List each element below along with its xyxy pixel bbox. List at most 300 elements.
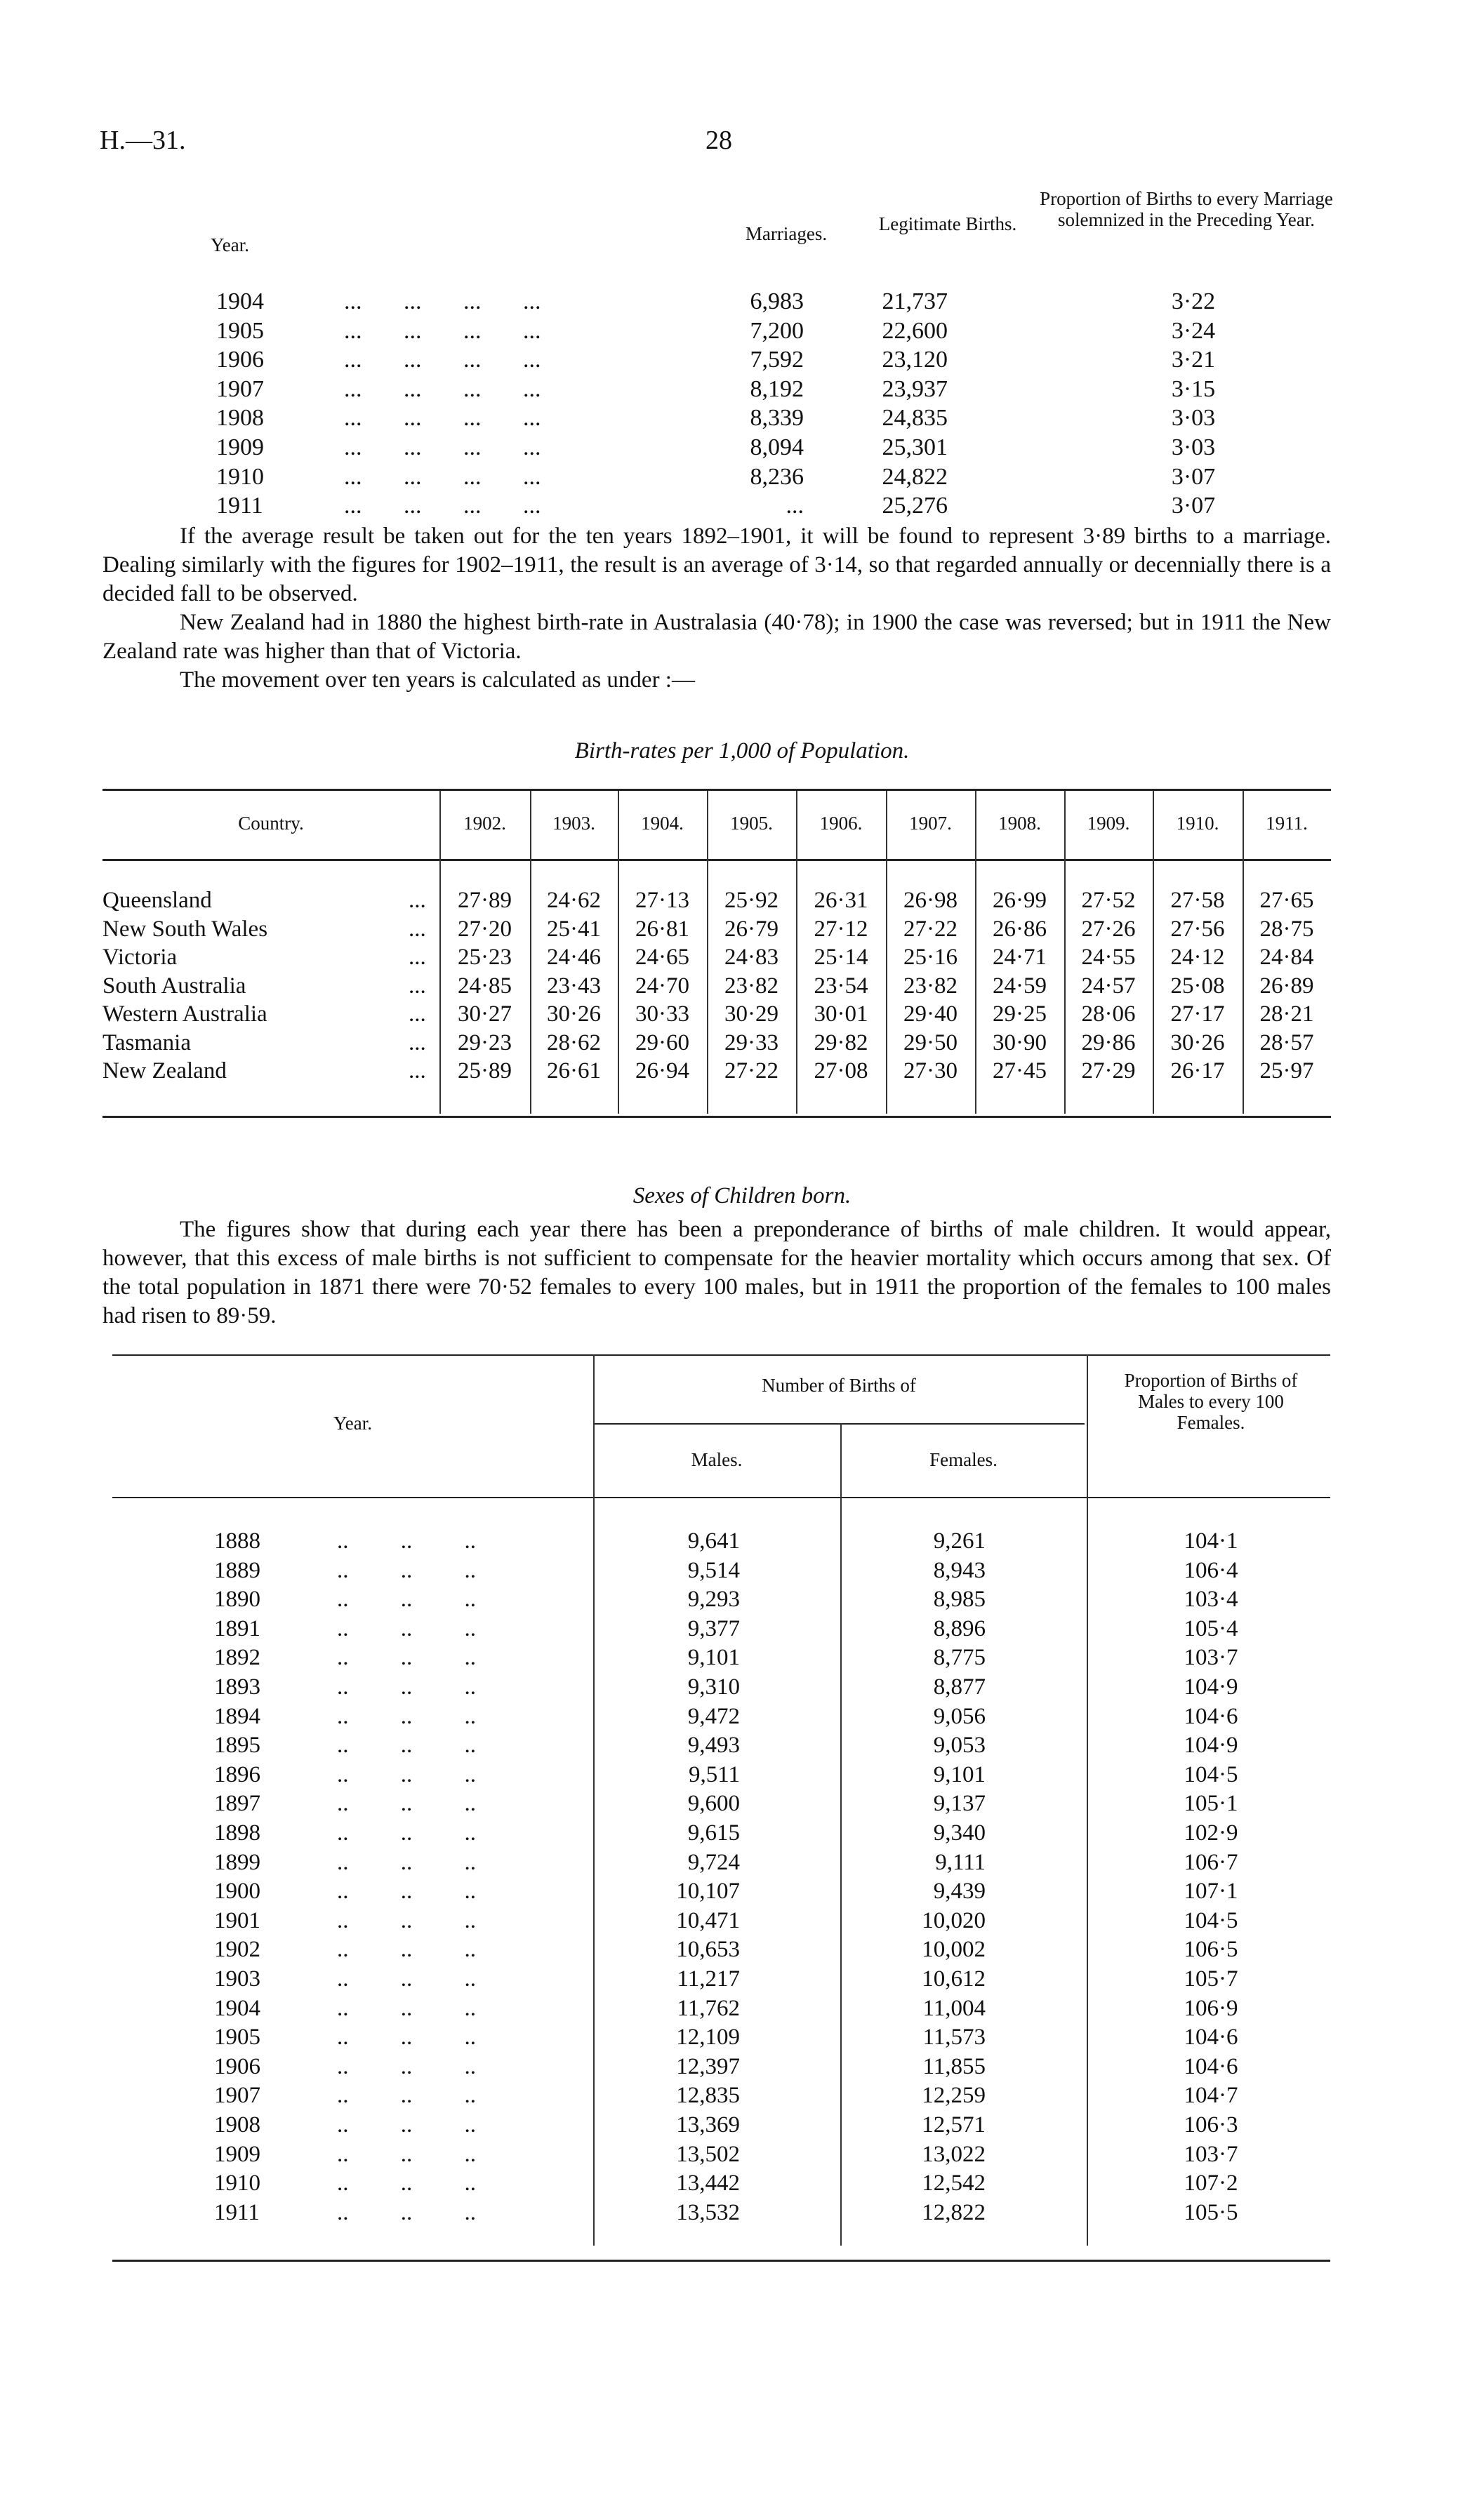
year-cell: 1899 xyxy=(214,1849,260,1875)
year-cell: 1910 xyxy=(214,2171,260,2196)
proportion-cell: 3·07 xyxy=(1171,463,1216,490)
leader-dots: ... ... ... ... xyxy=(344,493,541,519)
leader-dots: .. .. .. xyxy=(337,1995,476,2021)
females-cell: 10,002 xyxy=(922,1937,986,1963)
leader-dots: .. .. .. xyxy=(337,1879,476,1905)
table-row xyxy=(0,1586,1484,1615)
proportion-cell: 106·7 xyxy=(1184,1849,1238,1875)
rate-cell: 27·22 xyxy=(724,1058,779,1084)
males-cell: 12,397 xyxy=(676,2053,740,2079)
year-cell: 1892 xyxy=(214,1645,260,1671)
table-rule xyxy=(102,859,1331,861)
rate-cell: 30·01 xyxy=(814,1001,868,1027)
table-rule xyxy=(102,789,1331,791)
males-cell: 11,217 xyxy=(677,1966,740,1992)
rate-cell: 26·61 xyxy=(547,1058,601,1084)
rate-cell: 26·98 xyxy=(903,888,958,913)
females-cell: 13,022 xyxy=(922,2141,986,2167)
proportion-cell: 104·9 xyxy=(1184,1674,1238,1700)
marriages-cell: 8,192 xyxy=(750,375,804,402)
leader-dots: ... ... ... ... xyxy=(344,434,541,460)
proportion-cell: 107·1 xyxy=(1184,1879,1238,1905)
leader-dots: .. .. .. xyxy=(337,2083,476,2109)
proportion-cell: 104·5 xyxy=(1184,1761,1238,1787)
table-row xyxy=(102,887,1331,915)
leader-dots: .. .. .. xyxy=(337,1966,476,1992)
females-cell: 9,111 xyxy=(935,1849,986,1875)
rate-cell: 26·79 xyxy=(724,916,779,942)
table-row xyxy=(0,2141,1484,2170)
rate-cell: 27·65 xyxy=(1259,888,1314,913)
year-cell: 1894 xyxy=(214,1703,260,1729)
marriages-cell: 8,236 xyxy=(750,463,804,490)
rate-cell: 24·55 xyxy=(1081,945,1136,970)
year-cell: 1909 xyxy=(216,434,264,460)
proportion-cell: 3·24 xyxy=(1171,317,1216,344)
males-cell: 13,502 xyxy=(676,2141,740,2167)
country-cell: Tasmania xyxy=(102,1029,191,1055)
rate-cell: 24·85 xyxy=(458,973,512,999)
males-cell: 11,762 xyxy=(677,1995,740,2021)
females-cell: 9,340 xyxy=(933,1820,986,1846)
rate-cell: 27·13 xyxy=(635,888,689,913)
table-row xyxy=(0,1995,1484,2024)
table-row xyxy=(0,2024,1484,2053)
rate-cell: 24·12 xyxy=(1170,945,1225,970)
year-cell: 1907 xyxy=(216,375,264,402)
rate-cell: 29·60 xyxy=(635,1029,689,1055)
table-row xyxy=(211,317,1369,347)
table-row xyxy=(211,404,1369,434)
leader-dots: ... xyxy=(409,945,426,970)
rate-cell: 27·08 xyxy=(814,1058,868,1084)
table-row xyxy=(0,2053,1484,2082)
table-row xyxy=(102,973,1331,1001)
table-row xyxy=(0,1878,1484,1907)
rate-cell: 23·82 xyxy=(724,973,779,999)
header-year: Year. xyxy=(333,1413,372,1434)
males-cell: 9,514 xyxy=(687,1557,740,1583)
country-cell: Queensland xyxy=(102,888,212,913)
rate-cell: 24·71 xyxy=(993,945,1047,970)
rate-cell: 26·17 xyxy=(1170,1058,1225,1084)
legitimate-births-cell: 25,276 xyxy=(882,493,948,519)
legitimate-births-cell: 21,737 xyxy=(882,288,948,314)
rate-cell: 30·29 xyxy=(724,1001,779,1027)
rate-cell: 25·92 xyxy=(724,888,779,913)
paragraph: New Zealand had in 1880 the highest birth-rate in Australasia (40·78); in 1900 the case was reversed; but in 1911 the New Zealand rate was higher than that of Victoria. xyxy=(102,610,1331,664)
country-cell: New South Wales xyxy=(102,916,268,942)
rate-cell: 24·59 xyxy=(993,973,1047,999)
females-cell: 11,004 xyxy=(922,1995,986,2021)
leader-dots: .. .. .. xyxy=(337,2053,476,2079)
leader-dots: .. .. .. xyxy=(337,2025,476,2051)
rate-cell: 26·99 xyxy=(993,888,1047,913)
marriages-cell: 6,983 xyxy=(750,288,804,314)
leader-dots: .. .. .. xyxy=(337,1761,476,1787)
leader-dots: .. .. .. xyxy=(337,2141,476,2167)
leader-dots: .. .. .. xyxy=(337,2112,476,2138)
birth-rates-caption: Birth-rates per 1,000 of Population. xyxy=(574,738,910,764)
leader-dots: ... xyxy=(409,1029,426,1055)
leader-dots: ... ... ... ... xyxy=(344,347,541,373)
rate-cell: 26·94 xyxy=(635,1058,689,1084)
males-cell: 9,724 xyxy=(687,1849,740,1875)
rate-cell: 27·22 xyxy=(903,916,958,942)
proportion-cell: 107·2 xyxy=(1184,2171,1238,2196)
header-marriages: Marriages. xyxy=(745,223,828,244)
males-cell: 12,109 xyxy=(676,2025,740,2051)
year-cell: 1911 xyxy=(216,493,263,519)
proportion-cell: 106·4 xyxy=(1184,1557,1238,1583)
proportion-cell: 104·6 xyxy=(1184,2025,1238,2051)
paragraph: The figures show that during each year there has been a preponderance of births of male children. It would appear, however, that this excess of male births is not sufficient to compensate for the heavier mortality which occurs among that sex. Of the total population in 1871 there were 70·52 females to every 100 males, but in 1911 the proportion of the females to 100 males had risen to 89·59. xyxy=(102,1217,1331,1328)
proportion-cell: 104·1 xyxy=(1184,1528,1238,1554)
rate-cell: 24·83 xyxy=(724,945,779,970)
rate-cell: 29·86 xyxy=(1081,1029,1136,1055)
table-rule xyxy=(593,1423,1085,1425)
legitimate-births-cell: 25,301 xyxy=(882,434,948,460)
rate-cell: 24·70 xyxy=(635,973,689,999)
rate-cell: 26·86 xyxy=(993,916,1047,942)
table-row xyxy=(0,2199,1484,2228)
year-cell: 1901 xyxy=(214,1907,260,1933)
table-rule xyxy=(102,1116,1331,1118)
year-cell: 1898 xyxy=(214,1820,260,1846)
proportion-cell: 105·4 xyxy=(1184,1615,1238,1641)
females-cell: 8,985 xyxy=(933,1587,986,1613)
males-cell: 13,442 xyxy=(676,2171,740,2196)
females-cell: 8,877 xyxy=(933,1674,986,1700)
header-year: 1910. xyxy=(1176,813,1219,834)
rate-cell: 29·25 xyxy=(993,1001,1047,1027)
marriages-cell: 7,200 xyxy=(750,317,804,344)
table-rule xyxy=(112,1354,1330,1356)
year-cell: 1908 xyxy=(216,405,264,432)
header-year: 1907. xyxy=(909,813,952,834)
year-cell: 1897 xyxy=(214,1791,260,1817)
females-cell: 10,020 xyxy=(922,1907,986,1933)
proportion-cell: 105·5 xyxy=(1184,2199,1238,2225)
paragraph: The movement over ten years is calculated as under :— xyxy=(180,667,695,693)
table-row xyxy=(211,434,1369,463)
proportion-cell: 106·9 xyxy=(1184,1995,1238,2021)
header-year: 1903. xyxy=(552,813,595,834)
table-row xyxy=(0,1849,1484,1878)
males-cell: 10,471 xyxy=(676,1907,740,1933)
year-cell: 1905 xyxy=(216,317,264,344)
header-year: 1906. xyxy=(819,813,863,834)
males-cell: 13,369 xyxy=(676,2112,740,2138)
proportion-cell: 105·1 xyxy=(1184,1791,1238,1817)
rate-cell: 27·52 xyxy=(1081,888,1136,913)
header-year: 1908. xyxy=(998,813,1041,834)
proportion-cell: 104·6 xyxy=(1184,1703,1238,1729)
rate-cell: 27·58 xyxy=(1170,888,1225,913)
table-row xyxy=(0,2170,1484,2199)
proportion-cell: 106·3 xyxy=(1184,2112,1238,2138)
rate-cell: 29·40 xyxy=(903,1001,958,1027)
header-year: 1905. xyxy=(730,813,773,834)
rate-cell: 28·21 xyxy=(1259,1001,1314,1027)
rate-cell: 25·16 xyxy=(903,945,958,970)
females-cell: 12,571 xyxy=(922,2112,986,2138)
header-proportion: Proportion of Births to every Marriage solemnized in the Preceding Year. xyxy=(1040,188,1333,230)
females-cell: 8,775 xyxy=(933,1645,986,1671)
rate-cell: 27·26 xyxy=(1081,916,1136,942)
table-row xyxy=(0,1820,1484,1848)
leader-dots: ... xyxy=(409,973,426,999)
proportion-cell: 104·9 xyxy=(1184,1733,1238,1759)
rate-cell: 25·89 xyxy=(458,1058,512,1084)
females-cell: 12,259 xyxy=(922,2083,986,2109)
proportion-cell: 104·5 xyxy=(1184,1907,1238,1933)
leader-dots: ... xyxy=(409,1001,426,1027)
males-cell: 9,615 xyxy=(687,1820,740,1846)
leader-dots: .. .. .. xyxy=(337,1587,476,1613)
females-cell: 9,439 xyxy=(933,1879,986,1905)
paragraph: If the average result be taken out for the ten years 1892–1901, it will be found to represent 3·89 births to a marriage. Dealing similarly with the figures for 1902–1911, the result is an average of 3·14, so that regarded annually or decennially there is a decided fall to be observed. xyxy=(102,524,1331,606)
males-cell: 9,641 xyxy=(687,1528,740,1554)
country-cell: Western Australia xyxy=(102,1001,267,1027)
rate-cell: 23·54 xyxy=(814,973,868,999)
year-cell: 1905 xyxy=(214,2025,260,2051)
year-cell: 1911 xyxy=(214,2199,260,2225)
table-row xyxy=(211,463,1369,493)
table-row xyxy=(0,1936,1484,1965)
rate-cell: 28·06 xyxy=(1081,1001,1136,1027)
rate-cell: 25·14 xyxy=(814,945,868,970)
marriages-births-table xyxy=(0,188,1484,522)
rate-cell: 24·62 xyxy=(547,888,601,913)
proportion-cell: 3·22 xyxy=(1171,288,1216,314)
year-cell: 1902 xyxy=(214,1937,260,1963)
header-year: 1911. xyxy=(1266,813,1308,834)
proportion-cell: 3·07 xyxy=(1171,493,1216,519)
table-row xyxy=(0,1674,1484,1702)
rate-cell: 29·33 xyxy=(724,1029,779,1055)
leader-dots: ... xyxy=(409,888,426,913)
table-row xyxy=(211,346,1369,375)
leader-dots: ... ... ... ... xyxy=(344,317,541,344)
females-cell: 11,855 xyxy=(922,2053,986,2079)
year-cell: 1891 xyxy=(214,1615,260,1641)
page-header xyxy=(0,125,1484,167)
birth-rates-table xyxy=(0,789,1484,1120)
rate-cell: 27·17 xyxy=(1170,1001,1225,1027)
rate-cell: 24·65 xyxy=(635,945,689,970)
leader-dots: .. .. .. xyxy=(337,1907,476,1933)
males-cell: 9,600 xyxy=(687,1791,740,1817)
page-number: 28 xyxy=(705,126,732,155)
table-row xyxy=(0,1615,1484,1644)
header-year: 1909. xyxy=(1087,813,1130,834)
leader-dots: ... ... ... ... xyxy=(344,405,541,432)
leader-dots: .. .. .. xyxy=(337,1733,476,1759)
males-cell: 9,493 xyxy=(687,1733,740,1759)
table-row xyxy=(102,1058,1331,1086)
rate-cell: 30·26 xyxy=(1170,1029,1225,1055)
year-cell: 1896 xyxy=(214,1761,260,1787)
year-cell: 1890 xyxy=(214,1587,260,1613)
rate-cell: 24·46 xyxy=(547,945,601,970)
females-cell: 9,056 xyxy=(933,1703,986,1729)
females-cell: 9,053 xyxy=(933,1733,986,1759)
rate-cell: 26·81 xyxy=(635,916,689,942)
leader-dots: .. .. .. xyxy=(337,2171,476,2196)
table-row xyxy=(0,1966,1484,1994)
table-row xyxy=(0,1557,1484,1586)
table-rule xyxy=(112,2260,1330,2262)
rate-cell: 27·20 xyxy=(458,916,512,942)
males-cell: 9,472 xyxy=(687,1703,740,1729)
leader-dots: .. .. .. xyxy=(337,1674,476,1700)
rate-cell: 27·89 xyxy=(458,888,512,913)
females-cell: 8,896 xyxy=(933,1615,986,1641)
rate-cell: 29·50 xyxy=(903,1029,958,1055)
header-year: 1904. xyxy=(641,813,684,834)
country-cell: Victoria xyxy=(102,945,178,970)
leader-dots: .. .. .. xyxy=(337,1557,476,1583)
year-cell: 1910 xyxy=(216,463,264,490)
leader-dots: .. .. .. xyxy=(337,1791,476,1817)
header-legitimate-births: Legitimate Births. xyxy=(878,213,1017,234)
males-cell: 12,835 xyxy=(676,2083,740,2109)
rate-cell: 27·12 xyxy=(814,916,868,942)
header-proportion-males: Proportion of Births of Males to every 100 Females. xyxy=(1124,1370,1298,1433)
year-cell: 1889 xyxy=(214,1557,260,1583)
proportion-cell: 104·7 xyxy=(1184,2083,1238,2109)
year-cell: 1904 xyxy=(214,1995,260,2021)
leader-dots: .. .. .. xyxy=(337,2199,476,2225)
table-row xyxy=(0,1790,1484,1819)
females-cell: 10,612 xyxy=(922,1966,986,1992)
leader-dots: .. .. .. xyxy=(337,1820,476,1846)
rate-cell: 26·31 xyxy=(814,888,868,913)
table-row xyxy=(102,916,1331,944)
table-row xyxy=(0,2112,1484,2140)
rate-cell: 30·33 xyxy=(635,1001,689,1027)
header-year: 1902. xyxy=(463,813,506,834)
header-country: Country. xyxy=(238,813,304,834)
legitimate-births-cell: 24,822 xyxy=(882,463,948,490)
year-cell: 1904 xyxy=(216,288,264,314)
header-females: Females. xyxy=(929,1449,998,1470)
table-row xyxy=(102,1029,1331,1058)
proportion-cell: 103·7 xyxy=(1184,2141,1238,2167)
table-row xyxy=(0,1732,1484,1761)
rate-cell: 24·84 xyxy=(1259,945,1314,970)
marriages-cell: 8,339 xyxy=(750,405,804,432)
year-cell: 1903 xyxy=(214,1966,260,1992)
rate-cell: 28·57 xyxy=(1259,1029,1314,1055)
rate-cell: 30·27 xyxy=(458,1001,512,1027)
year-cell: 1895 xyxy=(214,1733,260,1759)
year-cell: 1907 xyxy=(214,2083,260,2109)
rate-cell: 27·56 xyxy=(1170,916,1225,942)
header-males: Males. xyxy=(691,1449,743,1470)
leader-dots: ... ... ... ... xyxy=(344,288,541,314)
year-cell: 1906 xyxy=(214,2053,260,2079)
header-year: Year. xyxy=(211,234,250,255)
rate-cell: 23·43 xyxy=(547,973,601,999)
females-cell: 12,822 xyxy=(922,2199,986,2225)
females-cell: 9,261 xyxy=(933,1528,986,1554)
header-number-of-births: Number of Births of xyxy=(762,1375,916,1396)
leader-dots: ... ... ... ... xyxy=(344,375,541,402)
proportion-cell: 105·7 xyxy=(1184,1966,1238,1992)
leader-dots: .. .. .. xyxy=(337,1645,476,1671)
legitimate-births-cell: 24,835 xyxy=(882,405,948,432)
year-cell: 1900 xyxy=(214,1879,260,1905)
rate-cell: 24·57 xyxy=(1081,973,1136,999)
leader-dots: ... ... ... ... xyxy=(344,463,541,490)
males-cell: 13,532 xyxy=(676,2199,740,2225)
sexes-caption: Sexes of Children born. xyxy=(632,1183,852,1208)
year-cell: 1908 xyxy=(214,2112,260,2138)
males-cell: 9,377 xyxy=(687,1615,740,1641)
paragraphs-birth-averages xyxy=(102,522,1331,695)
proportion-cell: 3·03 xyxy=(1171,434,1216,460)
females-cell: 8,943 xyxy=(933,1557,986,1583)
proportion-cell: 106·5 xyxy=(1184,1937,1238,1963)
table-row xyxy=(0,1703,1484,1732)
proportion-cell: 103·7 xyxy=(1184,1645,1238,1671)
rate-cell: 28·62 xyxy=(547,1029,601,1055)
males-cell: 9,511 xyxy=(688,1761,740,1787)
table-row xyxy=(0,1907,1484,1936)
proportion-cell: 103·4 xyxy=(1184,1587,1238,1613)
rate-cell: 30·90 xyxy=(993,1029,1047,1055)
rate-cell: 27·30 xyxy=(903,1058,958,1084)
marriages-cell: 8,094 xyxy=(750,434,804,460)
year-cell: 1909 xyxy=(214,2141,260,2167)
year-cell: 1893 xyxy=(214,1674,260,1700)
rate-cell: 25·08 xyxy=(1170,973,1225,999)
table-rule xyxy=(112,1497,1330,1498)
rate-cell: 27·45 xyxy=(993,1058,1047,1084)
males-cell: 9,101 xyxy=(687,1645,740,1671)
table-row xyxy=(102,944,1331,972)
marriages-cell: ... xyxy=(786,493,804,519)
leader-dots: ... xyxy=(409,1058,426,1084)
births-by-sex-table xyxy=(0,1354,1484,2267)
legitimate-births-cell: 23,937 xyxy=(882,375,948,402)
rate-cell: 23·82 xyxy=(903,973,958,999)
rate-cell: 29·82 xyxy=(814,1029,868,1055)
rate-cell: 25·41 xyxy=(547,916,601,942)
country-cell: South Australia xyxy=(102,973,246,999)
males-cell: 10,107 xyxy=(676,1879,740,1905)
leader-dots: .. .. .. xyxy=(337,1703,476,1729)
marriages-cell: 7,592 xyxy=(750,347,804,373)
leader-dots: .. .. .. xyxy=(337,1849,476,1875)
leader-dots: ... xyxy=(409,916,426,942)
males-cell: 10,653 xyxy=(676,1937,740,1963)
males-cell: 9,293 xyxy=(687,1587,740,1613)
rate-cell: 25·23 xyxy=(458,945,512,970)
proportion-cell: 3·15 xyxy=(1171,375,1216,402)
paragraph-sexes xyxy=(102,1215,1331,1331)
rate-cell: 27·29 xyxy=(1081,1058,1136,1084)
year-cell: 1888 xyxy=(214,1528,260,1554)
document-reference: H.—31. xyxy=(100,126,186,155)
females-cell: 11,573 xyxy=(922,2025,986,2051)
table-row xyxy=(211,288,1369,317)
leader-dots: .. .. .. xyxy=(337,1528,476,1554)
legitimate-births-cell: 23,120 xyxy=(882,347,948,373)
legitimate-births-cell: 22,600 xyxy=(882,317,948,344)
